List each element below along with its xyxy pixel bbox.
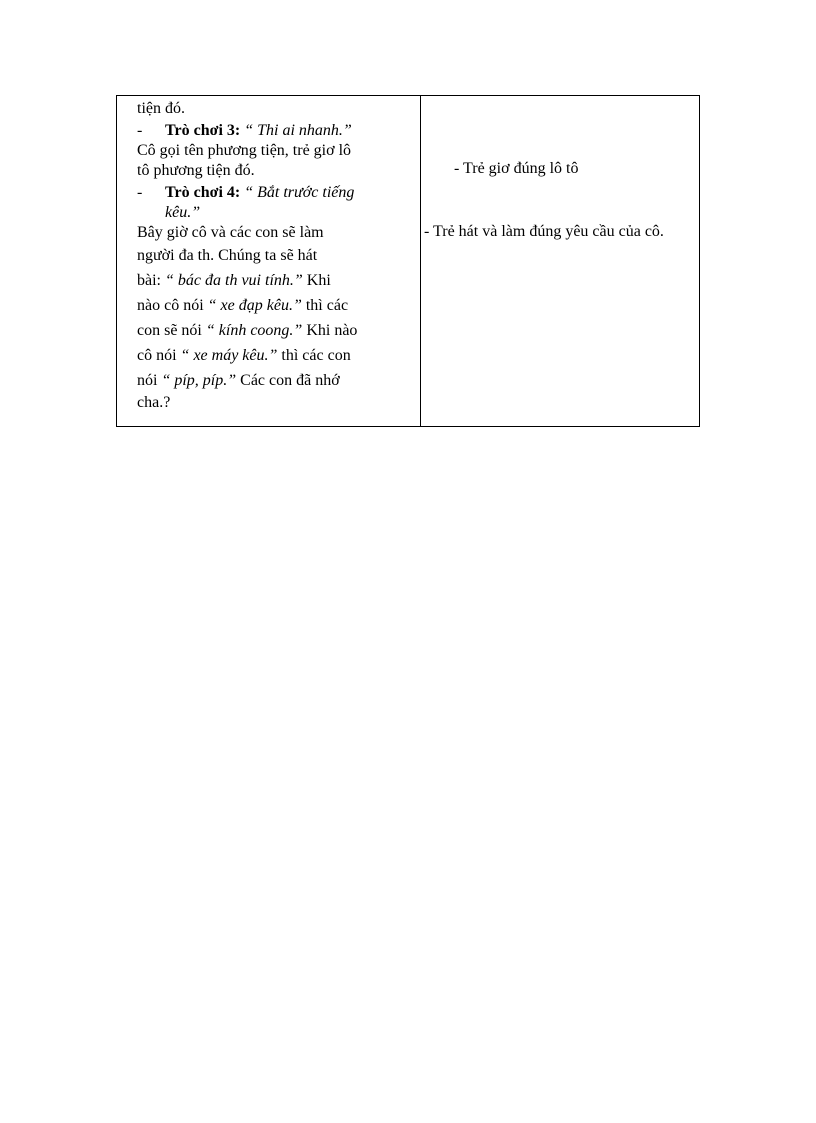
text-line: Cô gọi tên phương tiện, trẻ giơ lô bbox=[137, 142, 352, 159]
teacher-activity-cell bbox=[117, 96, 421, 426]
list-dash: - bbox=[137, 122, 143, 139]
child-activity-cell bbox=[421, 96, 699, 426]
quote: “ xe đạp kêu.” bbox=[207, 297, 302, 314]
child-response-2: - Trẻ hát và làm đúng yêu cầu của cô. bbox=[424, 223, 664, 240]
text-line: tô phương tiện đó. bbox=[137, 162, 255, 179]
game-4-name-cont: kêu.” bbox=[165, 204, 201, 221]
text-line: cha.? bbox=[137, 394, 171, 411]
quote: “ píp, píp.” bbox=[161, 372, 237, 389]
text-run: thì các bbox=[301, 297, 349, 314]
game-4-title: Trò chơi 4: bbox=[165, 184, 241, 201]
text-run: nói bbox=[137, 372, 162, 389]
quote: “ xe máy kêu.” bbox=[180, 347, 278, 364]
text-line bbox=[137, 268, 410, 293]
game-4-heading bbox=[137, 183, 410, 203]
game-4-name: “ Bắt trước tiếng bbox=[244, 184, 355, 201]
text-line: tiện đó. bbox=[137, 100, 185, 117]
song-title: “ bác đa th vui tính.” bbox=[165, 272, 303, 289]
game-3-title: Trò chơi 3: bbox=[165, 122, 241, 139]
text-line bbox=[137, 368, 410, 393]
text-run: Các con đã nhớ bbox=[236, 372, 340, 389]
quote: “ kính coong.” bbox=[205, 322, 303, 339]
text-line: Bây giờ cô và các con sẽ làm bbox=[137, 224, 324, 241]
text-run: con sẽ nói bbox=[137, 322, 206, 339]
game-3-name: “ Thi ai nhanh.” bbox=[244, 122, 352, 139]
activity-table bbox=[116, 95, 700, 427]
text-run: nào cô nói bbox=[137, 297, 208, 314]
child-response-1: - Trẻ giơ đúng lô tô bbox=[454, 160, 579, 177]
list-dash: - bbox=[137, 184, 143, 201]
text-line: người đa th. Chúng ta sẽ hát bbox=[137, 247, 318, 264]
game-3-heading bbox=[137, 121, 410, 141]
text-line bbox=[137, 343, 410, 368]
text-run: thì các con bbox=[277, 347, 351, 364]
text-run: Khi nào bbox=[302, 322, 358, 339]
text-run: Khi bbox=[302, 272, 331, 289]
text-line bbox=[137, 293, 410, 318]
text-line bbox=[137, 318, 410, 343]
text-run: bài: bbox=[137, 272, 165, 289]
text-run: cô nói bbox=[137, 347, 181, 364]
